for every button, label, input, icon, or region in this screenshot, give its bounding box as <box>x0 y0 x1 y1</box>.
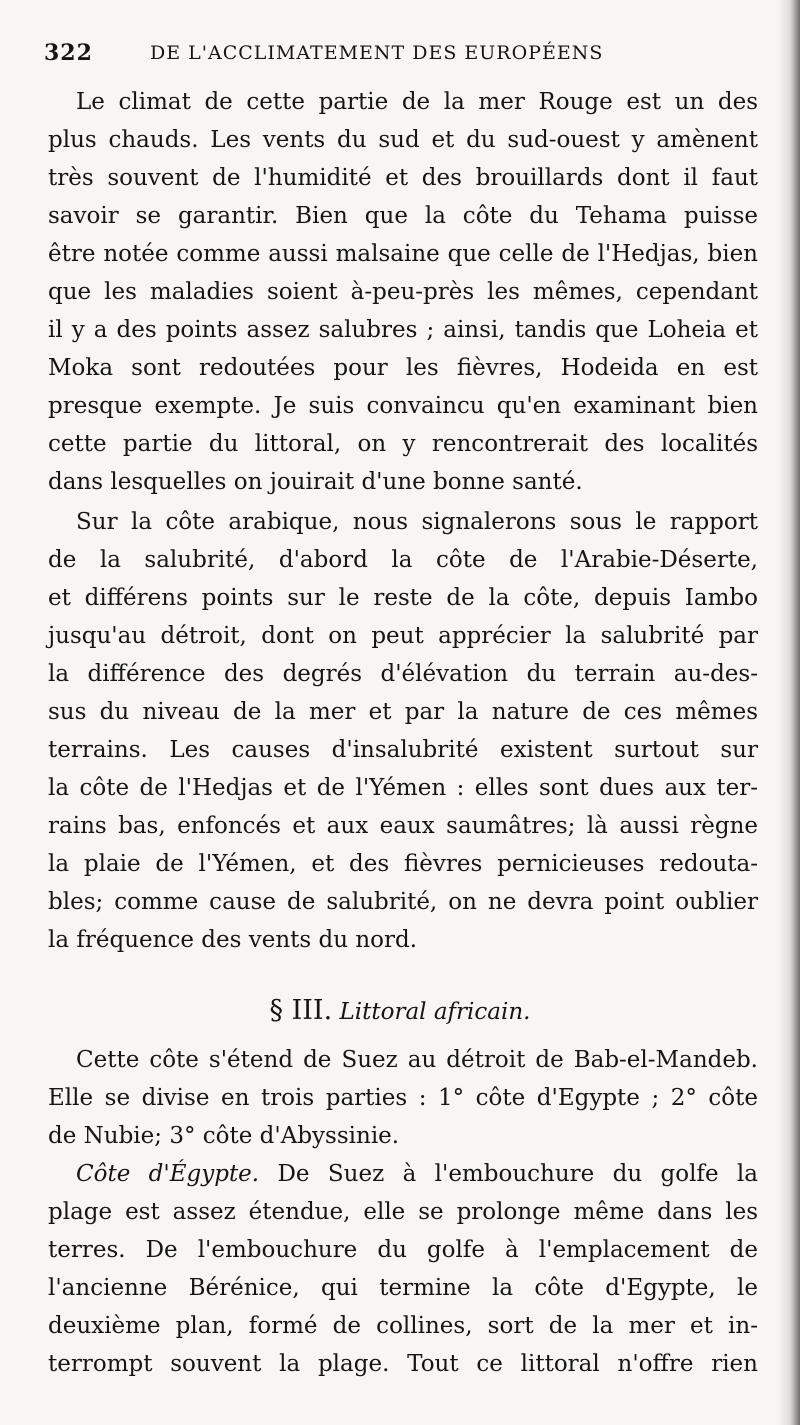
text-line: Le climat de cette partie de la mer Rouge est un des <box>76 89 758 115</box>
text-line: dans lesquelles on jouirait d'une bonne santé. <box>48 469 583 495</box>
text-line: sus du niveau de la mer et par la nature de ces mêmes <box>48 699 758 725</box>
text-line: plage est assez étendue, elle se prolonge même dans les <box>48 1199 758 1225</box>
text-line: Moka sont redoutées pour les fièvres, Hodeida en est <box>48 355 758 381</box>
text-line: de Nubie; 3° côte d'Abyssinie. <box>48 1123 400 1149</box>
text-line: Sur la côte arabique, nous signalerons sous le rapport <box>76 509 758 535</box>
text-line: l'ancienne Bérénice, qui termine la côte d'Egypte, le <box>48 1275 758 1301</box>
text-line: la plaie de l'Yémen, et des fièvres pernicieuses redouta- <box>48 851 758 877</box>
section-number: § III. <box>269 995 333 1026</box>
section-title: Littoral africain. <box>339 999 531 1025</box>
text-line: cette partie du littoral, on y rencontrerait des localités <box>48 431 758 457</box>
text-line-continuation: De Suez à l'embouchure du golfe la <box>277 1161 758 1187</box>
text-line: Elle se divise en trois parties : 1° côte d'Egypte ; 2° côte <box>48 1085 758 1111</box>
text-line: la différence des degrés d'élévation du terrain au-des- <box>48 661 758 687</box>
text-line: très souvent de l'humidité et des brouillards dont il faut <box>48 165 758 191</box>
text-line: être notée comme aussi malsaine que celle de l'Hedjas, bien <box>48 241 758 267</box>
text-line: terres. De l'embouchure du golfe à l'emplacement de <box>48 1237 758 1263</box>
text-line: deuxième plan, formé de collines, sort de la mer et in- <box>48 1313 758 1339</box>
text-line: plus chauds. Les vents du sud et du sud-ouest y amènent <box>48 127 758 153</box>
text-line: il y a des points assez salubres ; ainsi, tandis que Loheia et <box>48 317 758 343</box>
text-line: la côte de l'Hedjas et de l'Yémen : elles sont dues aux ter- <box>48 775 758 801</box>
text-line: terrompt souvent la plage. Tout ce littoral n'offre rien <box>48 1351 758 1377</box>
text-line: Cette côte s'étend de Suez au détroit de Bab-el-Mandeb. <box>76 1047 758 1073</box>
text-line: bles; comme cause de salubrité, on ne devra point oublier <box>48 889 758 915</box>
text-line: de la salubrité, d'abord la côte de l'Arabie-Déserte, <box>48 547 758 573</box>
running-title: DE L'ACCLIMATEMENT DES EUROPÉENS <box>150 42 604 64</box>
subsection-heading: Côte d'Égypte. <box>76 1161 260 1187</box>
page-number: 322 <box>44 40 93 66</box>
text-line: que les maladies soient à-peu-près les mêmes, cependant <box>48 279 758 305</box>
text-line: savoir se garantir. Bien que la côte du Tehama puisse <box>48 203 758 229</box>
text-line: et différens points sur le reste de la côte, depuis Iambo <box>48 585 758 611</box>
page-header <box>44 40 744 74</box>
section-heading <box>0 997 800 1026</box>
text-line <box>76 1160 758 1188</box>
text-line: rains bas, enfoncés et aux eaux saumâtres; là aussi règne <box>48 813 758 839</box>
text-line: terrains. Les causes d'insalubrité existent surtout sur <box>48 737 758 763</box>
page-edge-shadow <box>778 0 800 1425</box>
text-line: la fréquence des vents du nord. <box>48 927 418 953</box>
text-line: presque exempte. Je suis convaincu qu'en examinant bien <box>48 393 758 419</box>
text-line: jusqu'au détroit, dont on peut apprécier la salubrité par <box>48 623 758 649</box>
